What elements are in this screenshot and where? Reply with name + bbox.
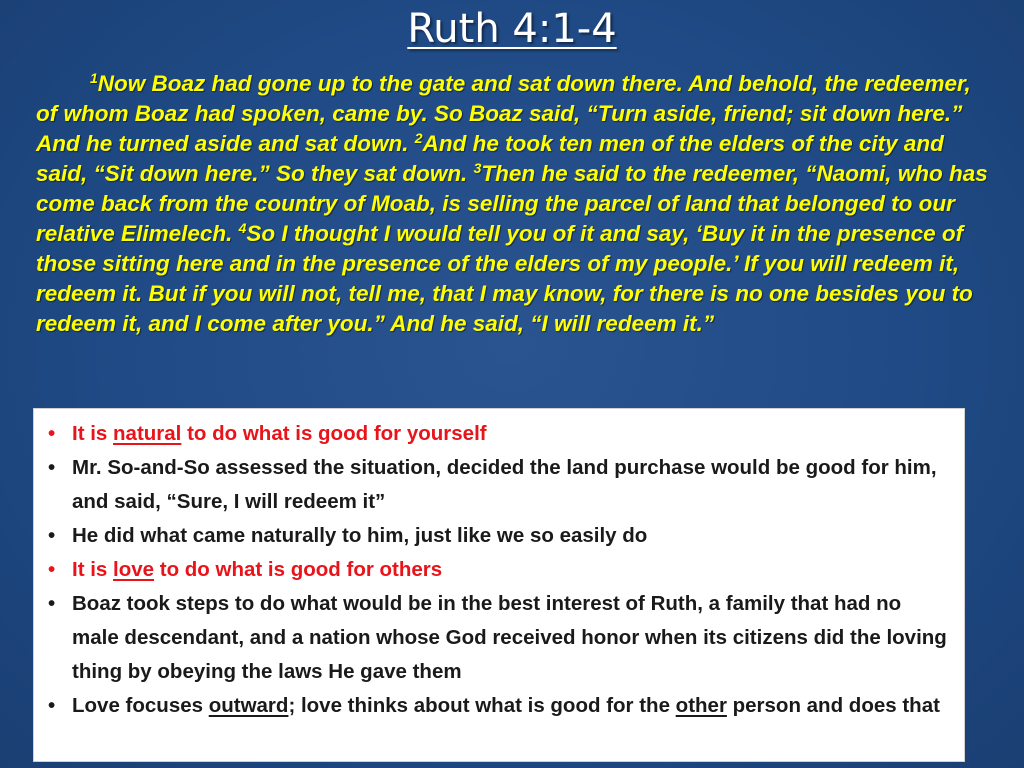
bullet-item xyxy=(46,451,952,519)
bullet-text: Boaz took steps to do what would be in the best interest of Ruth, a family that had no male descendant, and a nation whose God received honor when its citizens did the loving thing by obeying the laws He gave them xyxy=(72,592,947,683)
bullet-dot-icon: • xyxy=(48,422,56,445)
bullet-text: to do what is good for yourself xyxy=(181,422,487,445)
verse-number: 2 xyxy=(414,130,423,146)
verse-number: 3 xyxy=(473,160,482,176)
verse-text: Then he said to the redeemer, “Naomi, who has come back from the country of Moab, is selling the parcel of land that belonged to our relative Elimelech. xyxy=(36,161,988,246)
bullet-list xyxy=(46,417,952,723)
bullet-item xyxy=(46,417,952,451)
bullet-dot-icon: • xyxy=(48,694,56,717)
bullet-item xyxy=(46,519,952,553)
bullet-text: It is xyxy=(72,558,114,581)
verse-text: So I thought I would tell you of it and say, ‘Buy it in the presence of those sitting here and in the presence of the elders of my people.’ If you will redeem it, redeem it. But if you will not, tell me, that I may know, for there is no one besides you to redeem it, and I come after you.” And he said, “I will redeem it.” xyxy=(36,221,973,336)
scripture-passage xyxy=(36,69,996,339)
bullet-text: Love focuses xyxy=(72,694,209,717)
bullet-dot-icon: • xyxy=(48,558,56,581)
slide-title: Ruth 4:1-4 xyxy=(407,6,617,52)
emphasized-word: love xyxy=(113,558,155,581)
bullet-dot-icon: • xyxy=(48,456,56,479)
bullet-text: person and does that xyxy=(726,694,940,717)
verse-text: Now Boaz had gone up to the gate and sat down there. And behold, the redeemer, of whom Boaz had spoken, came by. So Boaz said, “Turn aside, friend; sit down here.” And he turned aside and sat down. xyxy=(36,71,971,156)
bullet-text: ; love thinks about what is good for the xyxy=(288,694,676,717)
emphasized-word: outward xyxy=(208,694,289,717)
emphasized-word: other xyxy=(675,694,727,717)
emphasized-word: natural xyxy=(113,422,182,445)
bullet-item xyxy=(46,587,952,689)
bullet-text: He did what came naturally to him, just like we so easily do xyxy=(72,524,648,547)
bullet-dot-icon: • xyxy=(48,592,56,615)
bullet-item xyxy=(46,689,952,723)
bullet-text: to do what is good for others xyxy=(154,558,443,581)
notes-box xyxy=(33,408,965,762)
bullet-text: It is xyxy=(72,422,114,445)
bullet-dot-icon: • xyxy=(48,524,56,547)
verse-text: And he took ten men of the elders of the city and said, “Sit down here.” So they sat down. xyxy=(36,131,944,186)
verse-number: 1 xyxy=(90,70,98,86)
bullet-text: Mr. So-and-So assessed the situation, decided the land purchase would be good for him, and said, “Sure, I will redeem it” xyxy=(72,456,937,513)
bullet-item xyxy=(46,553,952,587)
verse-number: 4 xyxy=(238,220,247,236)
